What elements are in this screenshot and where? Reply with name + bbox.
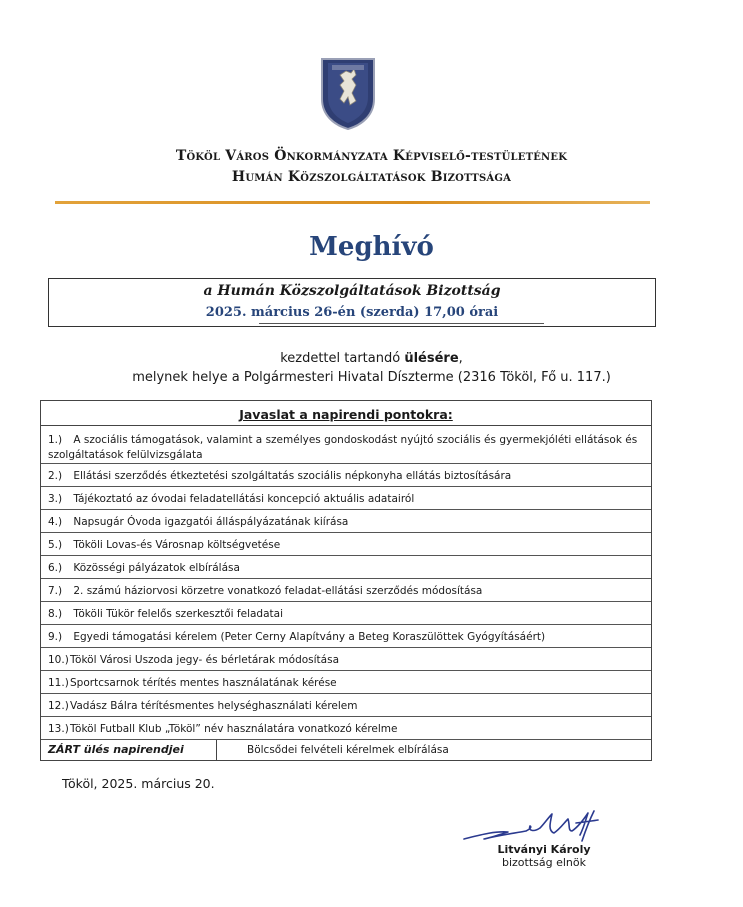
document-date: Tököl, 2025. március 20.	[62, 776, 215, 791]
agenda-item-text: Napsugár Óvoda igazgatói álláspályázatának kiírása	[73, 516, 349, 528]
agenda-item-text: Sportcsarnok térítés mentes használatának kérése	[70, 677, 337, 689]
coat-of-arms-icon	[318, 55, 378, 131]
agenda-item-number: 7.)	[48, 585, 63, 597]
intro-line2: melynek helye a Polgármesteri Hivatal Díszterme (2316 Tököl, Fő u. 117.)	[132, 370, 611, 385]
meeting-box	[48, 278, 656, 327]
agenda-item	[41, 487, 651, 510]
agenda-heading-text: Javaslat a napirendi pontokra:	[239, 407, 453, 422]
closed-session-label	[41, 740, 217, 760]
agenda-item	[41, 717, 651, 740]
agenda-item-number: 12.)	[48, 700, 69, 712]
agenda-item-number: 10.)	[48, 654, 69, 666]
signer-name: Litványi Károly	[497, 843, 591, 856]
agenda-item	[41, 533, 651, 556]
agenda-item	[41, 556, 651, 579]
document-title: Meghívó	[309, 232, 434, 262]
agenda-heading	[41, 401, 651, 426]
agenda-item-text: A szociális támogatások, valamint a személyes gondoskodást nyújtó szociális és gyermekjóléti ellátások és szolgáltatások felülvizsgálata	[48, 434, 638, 461]
signer-block	[484, 843, 604, 869]
meeting-datetime: 2025. március 26-én (szerda) 17,00 órai	[205, 305, 499, 320]
closed-session-rest: ülés napirendjei	[79, 743, 184, 756]
agenda-table	[40, 400, 652, 761]
intro-line1	[0, 351, 743, 366]
agenda-item-number: 3.)	[48, 493, 63, 505]
agenda-item-number: 11.)	[48, 677, 69, 689]
agenda-item-text: Közösségi pályázatok elbírálása	[73, 562, 240, 574]
committee-name: a Humán Közszolgáltatások Bizottság	[203, 283, 501, 299]
agenda-item-number: 4.)	[48, 516, 63, 528]
agenda-item	[41, 625, 651, 648]
agenda-item	[41, 579, 651, 602]
closed-session-item: Bölcsődei felvételi kérelmek elbírálása	[247, 744, 449, 756]
agenda-item-text: 2. számú háziorvosi körzetre vonatkozó feladat-ellátási szerződés módosítása	[73, 585, 483, 597]
org-title-line2: Humán Közszolgáltatások Bizottsága	[231, 169, 512, 185]
agenda-item-number: 1.)	[48, 434, 63, 446]
agenda-item-text: Egyedi támogatási kérelem (Peter Cerny Alapítvány a Beteg Koraszülöttek Gyógyításáért)	[73, 631, 546, 643]
org-title-line1: Tököl Város Önkormányzata Képviselő-testületének	[175, 148, 568, 164]
agenda-item-text: Vadász Bálra térítésmentes helységhasználati kérelem	[70, 700, 358, 712]
agenda-item-number: 9.)	[48, 631, 63, 643]
agenda-item-text: Tököli Tükör felelős szerkesztői feladatai	[73, 608, 283, 620]
header-divider	[55, 201, 650, 204]
datetime-underline	[259, 323, 544, 324]
agenda-item-text: Tököl Futball Klub „Tököl” név használatára vonatkozó kérelme	[70, 723, 398, 735]
agenda-item-text: Tököl Városi Uszoda jegy- és bérletárak módosítása	[70, 654, 340, 666]
agenda-item	[41, 694, 651, 717]
closed-session-bold: ZÁRT	[48, 743, 80, 756]
agenda-item-number: 5.)	[48, 539, 63, 551]
agenda-item	[41, 426, 651, 464]
closed-session-row	[41, 740, 651, 760]
agenda-item-number: 6.)	[48, 562, 63, 574]
intro-prefix: kezdettel tartandó	[280, 351, 405, 366]
agenda-item-text: Tököli Lovas-és Városnap költségvetése	[73, 539, 281, 551]
agenda-item-text: Ellátási szerződés étkeztetési szolgáltatás szociális népkonyha ellátás biztosítására	[73, 470, 512, 482]
signer-title: bizottság elnök	[501, 856, 586, 869]
agenda-item	[41, 464, 651, 487]
agenda-item	[41, 510, 651, 533]
intro-bold: ülésére	[404, 351, 459, 366]
agenda-item-number: 2.)	[48, 470, 63, 482]
agenda-item-text: Tájékoztató az óvodai feladatellátási koncepció aktuális adatairól	[73, 493, 415, 505]
intro-suffix: ,	[458, 351, 463, 366]
agenda-item	[41, 648, 651, 671]
agenda-item	[41, 671, 651, 694]
agenda-item-number: 8.)	[48, 608, 63, 620]
agenda-item	[41, 602, 651, 625]
agenda-item-number: 13.)	[48, 723, 69, 735]
